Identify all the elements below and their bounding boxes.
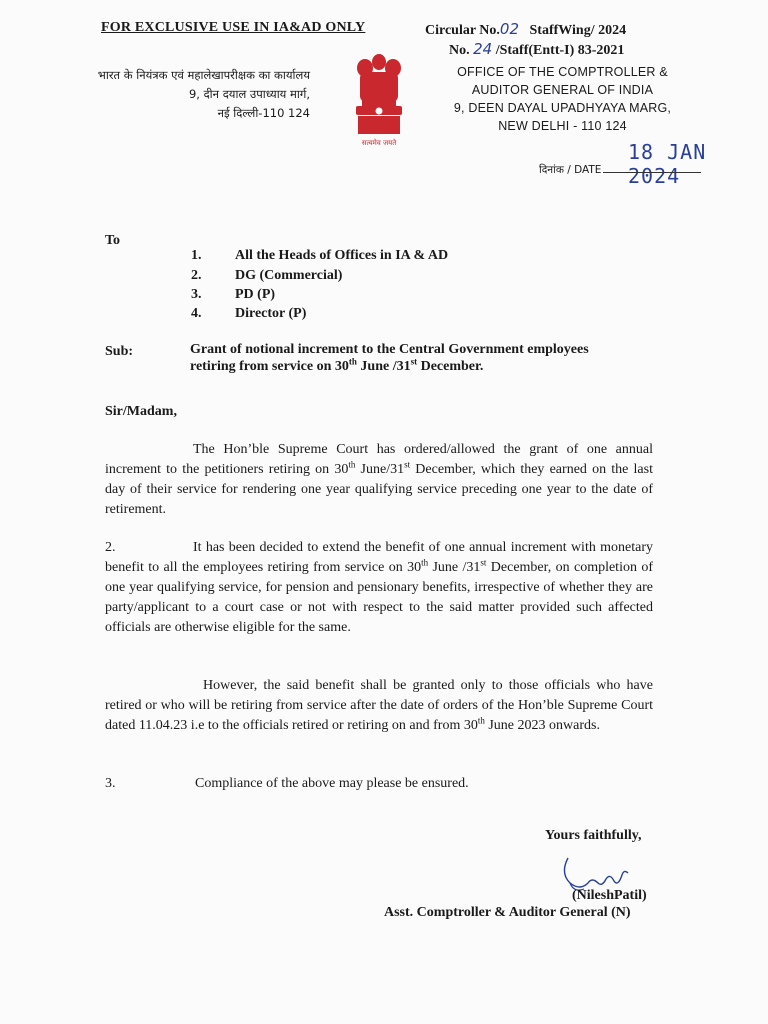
closing-yours-faithfully: Yours faithfully, [545, 828, 642, 843]
date-label: दिनांक / DATE [539, 164, 602, 176]
emblem-motto: सत्यमेव जयते [361, 139, 397, 147]
file-number: 24 [473, 40, 493, 58]
addressee-item: 3. PD (P) [191, 287, 276, 302]
signatory-name: (NileshPatil) [572, 888, 647, 903]
subject-text: Grant of notional increment to the Central Government employees retiring from service on 30th June /31st December. [190, 342, 589, 374]
national-emblem-icon [348, 50, 410, 150]
office-address: OFFICE OF THE COMPTROLLER & AUDITOR GENERAL OF INDIA 9, DEEN DAYAL UPADHYAYA MARG, NEW DELHI - 110 124 [453, 65, 672, 133]
paragraph-1: The Hon’ble Supreme Court has ordered/allowed the grant of one annual increment to the petitioners retiring on 30th June/31st December, which they earned on the last day of their service for rendering one year qualifying service preceding one year to the date of retirement. [105, 442, 653, 517]
addressee-item: 2. DG (Commercial) [191, 268, 343, 283]
to-label: To [105, 233, 121, 248]
paragraph-2-number: 2. [105, 540, 116, 555]
paragraph-4-number: 3. [105, 776, 116, 791]
subject-label: Sub: [105, 344, 134, 359]
restriction-heading: FOR EXCLUSIVE USE IN IA&AD ONLY [101, 20, 366, 35]
hindi-office-address: भारत के नियंत्रक एवं महालेखापरीक्षक का कार्यालय 9, दीन दयाल उपाध्याय मार्ग, नई दिल्ली-110 124 [97, 68, 310, 120]
addressee-item: 1. All the Heads of Offices in IA & AD [191, 248, 449, 263]
circular-reference [425, 20, 626, 60]
paragraph-3: However, the said benefit shall be granted only to those officials who have retired or who will be retiring from service after the date of orders of the Hon’ble Supreme Court dated 11.04.23 i.e to the officials retired or retiring on and from 30th June 2023 onwards. [105, 678, 653, 733]
paragraph-4: 3. Compliance of the above may please be ensured. [105, 774, 653, 794]
addressee-item: 4. Director (P) [191, 306, 307, 321]
date-underline [603, 162, 701, 173]
date-stamp: 18 JAN 2024 [628, 140, 707, 188]
file-number-line: No. 24 /Staff(Entt-I) 83-2021 [449, 40, 625, 58]
salutation: Sir/Madam, [105, 404, 177, 419]
signatory-designation: Asst. Comptroller & Auditor General (N) [384, 905, 631, 920]
circular-number-line: Circular No.02 StaffWing/ 2024 [425, 20, 627, 38]
date-field [539, 162, 701, 177]
paragraph-2: 2. It has been decided to extend the benefit of one annual increment with monetary benefit to all the employees retiring from service on 30th June /31st December, on completion of one year qualifying service, for pension and pensionary benefits, irrespective of whether they are party/applicant to a court case or not with respect to the said matter provided such affected officials are otherwise eligible for the same. [105, 540, 653, 635]
circular-number: 02 [499, 20, 520, 38]
